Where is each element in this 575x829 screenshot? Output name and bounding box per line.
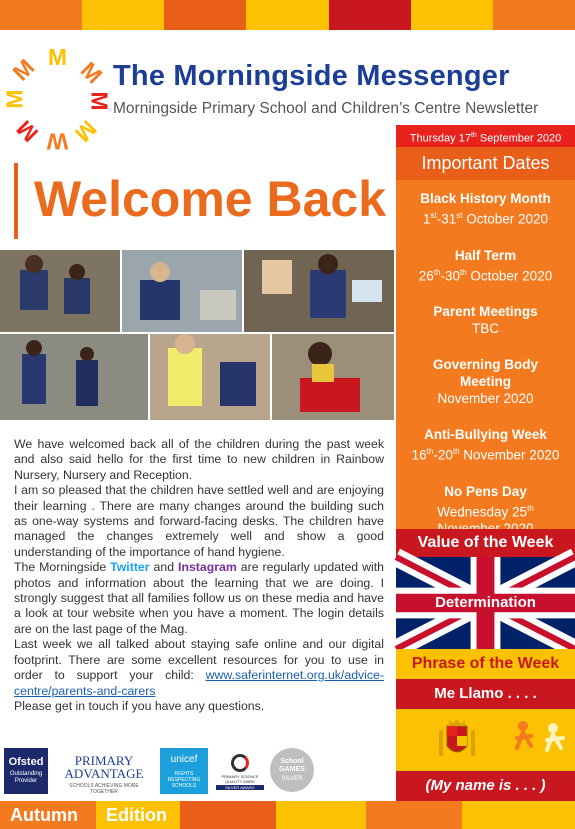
twitter-link[interactable]: Twitter	[110, 560, 150, 575]
heading-rule	[14, 163, 18, 239]
article-heading: Welcome Back	[34, 171, 387, 227]
primary-advantage-title: PRIMARY ADVANTAGE	[64, 753, 144, 781]
date-item	[396, 247, 575, 285]
date-item-title: Anti-Bullying Week	[424, 427, 547, 442]
date-item-range: 26th-30th October 2020	[418, 267, 553, 283]
unicef-badge	[160, 748, 208, 794]
ofsted-badge-title: Ofsted	[8, 756, 44, 768]
unicef-badge-title: unicef	[170, 754, 198, 765]
primary-advantage-badge	[58, 748, 150, 794]
stripe-block	[82, 0, 164, 30]
date-item-title: Half Term	[454, 247, 517, 263]
spanish-crest-icon	[435, 716, 479, 764]
stripe-block	[164, 0, 246, 30]
date-item-value: November 2020	[437, 391, 534, 406]
date-item-title: No Pens Day	[444, 483, 527, 499]
article-paragraph: Please get in touch if you have any questions.	[14, 698, 265, 713]
svg-text:M: M	[1, 89, 28, 109]
ofsted-badge-sub: Outstanding Provider	[9, 771, 43, 784]
stripe-block	[411, 0, 493, 30]
footer-season: Autumn	[0, 801, 96, 829]
svg-text:M: M	[70, 115, 102, 148]
article-paragraph: I am so pleased that the children have settled well and are enjoying their learning . There are many changes around the building such as one-way systems and forward-facing desks. The children have managed the changes extremely well and show a good understanding of the importance of hand hygiene.	[14, 483, 384, 559]
phrase-of-week-heading: Phrase of the Week	[396, 649, 575, 679]
footer-edition: Edition	[96, 801, 180, 829]
decorative-figures-icon	[505, 716, 571, 764]
date-item-title: Parent Meetings	[433, 304, 538, 319]
date-item	[396, 190, 575, 228]
article-paragraph: The Morningside Twitter and Instagram are regularly updated with photos and information about the learning that we are doing. I strongly suggest that all families follow us on these media and have a look at tour website when you have a moment. The login details are on the last page of the Mag.	[14, 560, 384, 636]
phrase-of-week-translation: (My name is . . . )	[396, 771, 575, 801]
quality-mark-title: PRIMARY SCIENCE QUALITY MARK	[221, 774, 259, 784]
stripe-block	[276, 801, 366, 829]
ofsted-badge	[4, 748, 48, 794]
unicef-badge-sub: RIGHTS RESPECTING SCHOOLS	[167, 771, 201, 789]
svg-text:M: M	[48, 43, 67, 70]
newsletter-title: The Morningside Messenger	[113, 60, 510, 92]
date-item-value: Wednesday 25th	[437, 503, 534, 519]
issue-date	[396, 125, 575, 147]
school-games-title: School GAMES	[279, 758, 305, 773]
article-body	[14, 437, 384, 714]
svg-text:M: M	[11, 115, 44, 148]
school-games-badge	[270, 748, 314, 792]
date-item-range: 1st-31st October 2020	[422, 211, 549, 227]
classroom-photo-collage	[0, 250, 394, 420]
stripe-block	[0, 0, 82, 30]
science-quality-mark-badge	[216, 748, 264, 794]
phrase-of-week-phrase: Me Llamo . . . .	[396, 679, 575, 709]
instagram-link[interactable]: Instagram	[178, 560, 237, 575]
primary-advantage-sub: SCHOOLS ACHIEVING MORE TOGETHER	[69, 783, 139, 795]
date-item-title: Black History Month	[420, 191, 551, 206]
value-of-week-word: Determination	[435, 594, 536, 611]
svg-text:M: M	[75, 56, 108, 89]
date-item	[396, 426, 575, 464]
date-item-title: Governing Body Meeting	[432, 357, 538, 389]
date-item	[396, 303, 575, 337]
svg-text:M: M	[7, 53, 40, 86]
date-item	[396, 356, 575, 407]
issue-date-sup: th	[470, 132, 477, 139]
svg-text:M: M	[86, 91, 113, 111]
stripe-block	[493, 0, 575, 30]
date-item-value: TBC	[472, 321, 499, 336]
date-item-range: 16th-20th November 2020	[411, 447, 560, 463]
stripe-block	[366, 801, 462, 829]
school-logo-icon	[1, 43, 113, 155]
top-stripe	[0, 0, 575, 30]
issue-date-month: September 2020	[476, 132, 562, 145]
newsletter-subtitle: Morningside Primary School and Children’s Centre Newsletter	[113, 100, 539, 117]
svg-text:W: W	[46, 128, 69, 155]
issue-date-day: Thursday 17	[409, 132, 471, 145]
stripe-block	[329, 0, 411, 30]
stripe-block	[246, 0, 328, 30]
stripe-block	[180, 801, 276, 829]
quality-mark-icon	[231, 754, 249, 772]
important-dates-panel	[396, 147, 575, 529]
footer-stripe	[0, 801, 575, 829]
accreditation-badges	[4, 748, 394, 798]
safer-internet-link[interactable]: www.saferinternet.org.uk/advice-centre/parents-and-carers	[14, 668, 384, 698]
school-games-sub: SILVER	[281, 776, 303, 782]
quality-mark-sub: SILVER AWARD	[216, 785, 264, 790]
article-paragraph: Last week we all talked about staying safe online and our digital footprint. There are some excellent resources for you to use in order to support your child: www.saferinternet.org.uk/advice-centre/parents-and-carers	[14, 637, 384, 698]
stripe-block	[462, 801, 575, 829]
article-paragraph: We have welcomed back all of the children during the past week and also said hello for the first time to new children in Rainbow Nursery, Nursery and Reception.	[14, 437, 384, 482]
value-of-week-heading: Value of the Week	[396, 529, 575, 557]
important-dates-heading: Important Dates	[396, 147, 575, 180]
